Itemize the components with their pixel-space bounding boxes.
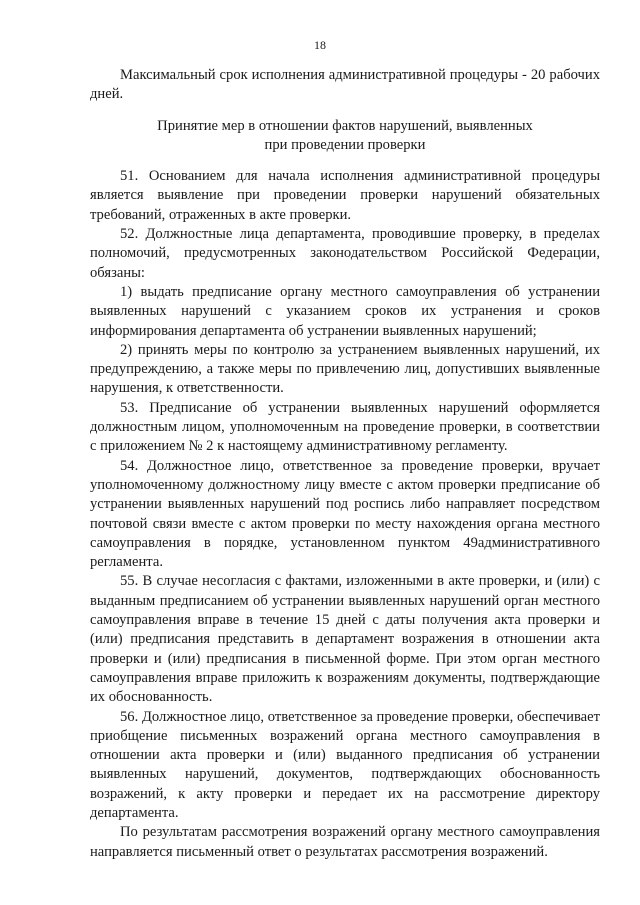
paragraph-52: 52. Должностные лица департамента, проводившие проверку, в пределах полномочий, предусмотренных законодательством Российской Федерации, обязаны: [90,226,600,281]
section-heading [90,117,600,156]
page-number: 18 [314,38,326,52]
intro-paragraph: Максимальный срок исполнения административной процедуры - 20 рабочих дней. [90,67,600,103]
section-heading-line-1: Принятие мер в отношении фактов нарушений, выявленных [157,117,533,134]
paragraph-52-item-1: 1) выдать предписание органу местного самоуправления об устранении выявленных нарушений с указанием сроков их устранения и сроков информирования департамента об устранении выявленных нарушений; [90,283,600,339]
paragraph-52-item-2: 2) принять меры по контролю за устранением выявленных нарушений, их предупреждению, а также меры по привлечению лиц, допустивших выявленные нарушения, к ответственности. [90,341,600,397]
paragraph-54: 54. Должностное лицо, ответственное за проведение проверки, вручает уполномоченному должностному лицу вместе с актом проверки предписание об устранении выявленных нарушений под роспись либо направляет посредством почтовой связи вместе с актом проверки по месту нахождения органа местного самоуправления в порядке, установленном пунктом 49административного регламента. [90,457,600,571]
document-body [90,66,600,862]
paragraph-51: 51. Основанием для начала исполнения административной процедуры является выявление при проведении проверки нарушений обязательных требований, отраженных в акте проверки. [90,168,600,223]
paragraph-56-result: По результатам рассмотрения возражений органу местного самоуправления направляется письменный ответ о результатах рассмотрения возражений. [90,824,600,860]
paragraph-53: 53. Предписание об устранении выявленных нарушений оформляется должностным лицом, уполномоченным на проведение проверки, в соответствии с приложением № 2 к настоящему административному регламенту. [90,399,600,455]
section-heading-line-2: при проведении проверки [264,136,426,153]
paragraph-55: 55. В случае несогласия с фактами, изложенными в акте проверки, и (или) с выданным предписанием об устранении выявленных нарушений орган местного самоуправления вправе в течение 15 дней с даты получения акта проверки и (или) предписания представить в департамент возражения в отношении акта проверки и (или) предписания в письменной форме. При этом орган местного самоуправления вправе приложить к возражениям документы, подтверждающие их обоснованность. [90,573,600,706]
paragraph-56: 56. Должностное лицо, ответственное за проведение проверки, обеспечивает приобщение письменных возражений органа местного самоуправления в отношении акта проверки и (или) выданного предписания об устранении выявленных нарушений, документов, подтверждающих обоснованность возражений, к акту проверки и передает их на рассмотрение директору департамента. [90,708,600,821]
